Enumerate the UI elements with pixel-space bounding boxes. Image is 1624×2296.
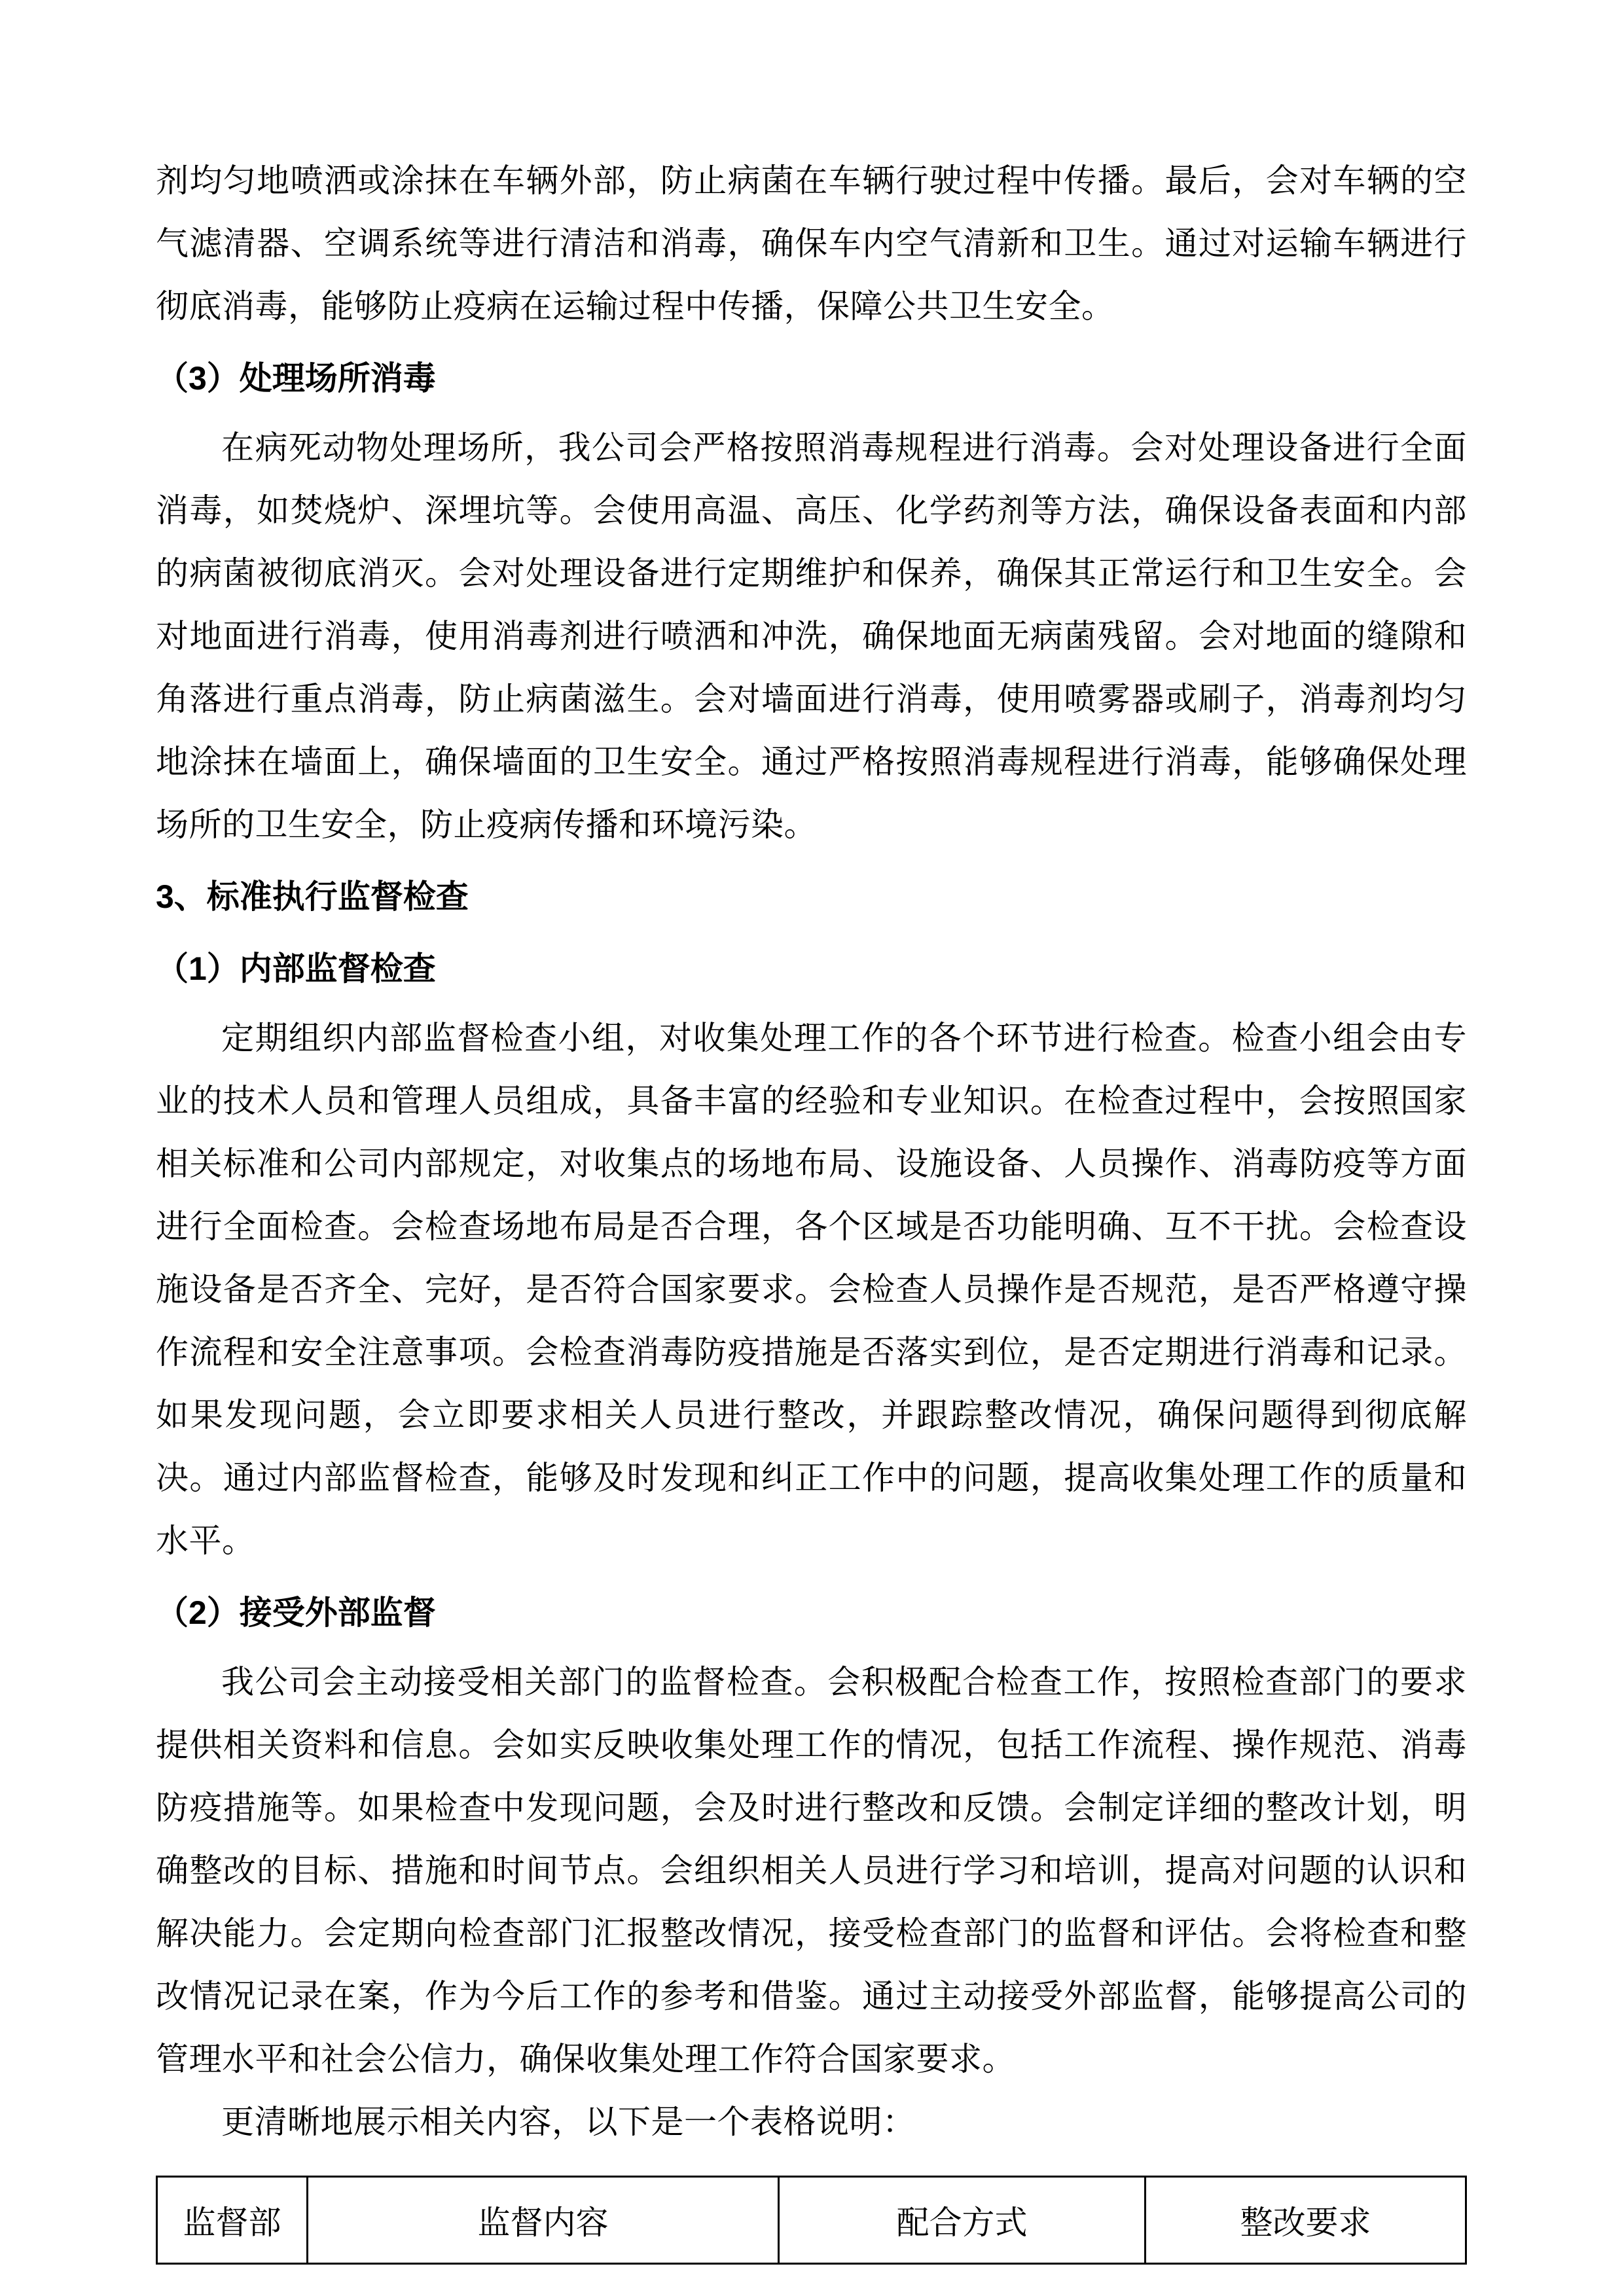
table-header-content: 监督内容 bbox=[308, 2177, 779, 2264]
table-header-cooperation: 配合方式 bbox=[779, 2177, 1146, 2264]
supervision-table bbox=[156, 2176, 1467, 2265]
heading-external-supervision: （2）接受外部监督 bbox=[156, 1594, 436, 1631]
paragraph-site-disinfection: 在病死动物处理场所，我公司会严格按照消毒规程进行消毒。会对处理设备进行全面消毒，如焚烧炉、深埋坑等。会使用高温、高压、化学药剂等方法，确保设备表面和内部的病菌被彻底消灭。会对处理设备进行定期维护和保养，确保其正常运行和卫生安全。会对地面进行消毒，使用消毒剂进行喷洒和冲洗，确保地面无病菌残留。会对地面的缝隙和角落进行重点消毒，防止病菌滋生。会对墙面进行消毒，使用喷雾器或刷子，消毒剂均匀地涂抹在墙面上，确保墙面的卫生安全。通过严格按照消毒规程进行消毒，能够确保处理场所的卫生安全，防止疫病传播和环境污染。 bbox=[156, 429, 1467, 843]
heading-standard-supervision: 3、标准执行监督检查 bbox=[156, 878, 469, 915]
table-header-row bbox=[157, 2177, 1466, 2264]
table-header-department: 监督部 bbox=[157, 2177, 308, 2264]
paragraph-table-intro: 更清晰地展示相关内容，以下是一个表格说明： bbox=[221, 2104, 916, 2140]
paragraph-external-supervision: 我公司会主动接受相关部门的监督检查。会积极配合检查工作，按照检查部门的要求提供相关资料和信息。会如实反映收集处理工作的情况，包括工作流程、操作规范、消毒防疫措施等。如果检查中发现问题，会及时进行整改和反馈。会制定详细的整改计划，明确整改的目标、措施和时间节点。会组织相关人员进行学习和培训，提高对问题的认识和解决能力。会定期向检查部门汇报整改情况，接受检查部门的监督和评估。会将检查和整改情况记录在案，作为今后工作的参考和借鉴。通过主动接受外部监督，能够提高公司的管理水平和社会公信力，确保收集处理工作符合国家要求。 bbox=[156, 1664, 1467, 2077]
paragraph-vehicle-disinfection-continuation: 剂均匀地喷洒或涂抹在车辆外部，防止病菌在车辆行驶过程中传播。最后，会对车辆的空气滤清器、空调系统等进行清洁和消毒，确保车内空气清新和卫生。通过对运输车辆进行彻底消毒，能够防止疫病在运输过程中传播，保障公共卫生安全。 bbox=[156, 162, 1467, 325]
table-header-rectification: 整改要求 bbox=[1146, 2177, 1466, 2264]
heading-site-disinfection: （3）处理场所消毒 bbox=[156, 360, 436, 397]
heading-internal-supervision: （1）内部监督检查 bbox=[156, 950, 436, 987]
paragraph-internal-supervision: 定期组织内部监督检查小组，对收集处理工作的各个环节进行检查。检查小组会由专业的技术人员和管理人员组成，具备丰富的经验和专业知识。在检查过程中，会按照国家相关标准和公司内部规定，对收集点的场地布局、设施设备、人员操作、消毒防疫等方面进行全面检查。会检查场地布局是否合理，各个区域是否功能明确、互不干扰。会检查设施设备是否齐全、完好，是否符合国家要求。会检查人员操作是否规范，是否严格遵守操作流程和安全注意事项。会检查消毒防疫措施是否落实到位，是否定期进行消毒和记录。如果发现问题，会立即要求相关人员进行整改，并跟踪整改情况，确保问题得到彻底解决。通过内部监督检查，能够及时发现和纠正工作中的问题，提高收集处理工作的质量和水平。 bbox=[156, 1020, 1467, 1559]
